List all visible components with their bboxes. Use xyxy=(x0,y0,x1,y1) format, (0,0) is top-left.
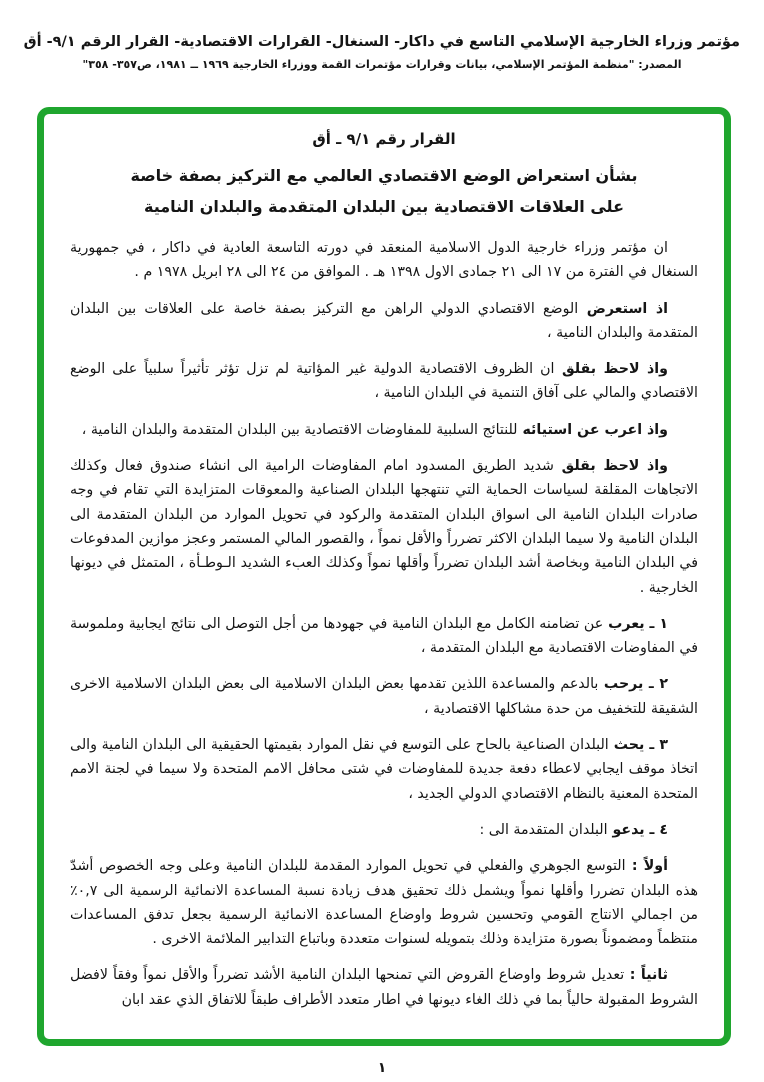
resolution-subtitle-line2: على العلاقات الاقتصادية بين البلدان المتقدمة والبلدان النامية xyxy=(143,197,625,216)
paragraph xyxy=(70,733,698,806)
paragraph xyxy=(70,963,698,1012)
paragraph-lead: ٢ ـ يرحب xyxy=(598,676,668,693)
paragraph-lead: ثانياً : xyxy=(624,967,669,984)
paragraph xyxy=(70,236,698,285)
resolution-subtitle xyxy=(70,160,698,222)
paragraph-text: للنتائج السلبية للمفاوضات الاقتصادية بين البلدان المتقدمة والبلدان النامية ، xyxy=(81,421,518,438)
paragraph-text: البلدان المتقدمة الى : xyxy=(479,821,608,838)
paragraph-lead: أولاً : xyxy=(625,858,668,875)
paragraph-text: البلدان الصناعية بالحاح على التوسع في نقل الموارد بقيمتها الحقيقية الى البلدان النامية والى اتخاذ موقف ايجابي لاعطاء دفعة جديدة للمفاوضات في شتى محافل الامم المتحدة ولا سيما في لجنة الامم المتحدة المعنية بالنظام الاقتصادي الدولي الجديد ، xyxy=(70,737,698,802)
resolution-number-title: القرار رقم ٩/١ ـ أق xyxy=(312,130,456,148)
paragraph xyxy=(70,418,698,442)
paragraph-lead: واذ لاحظ بقلق xyxy=(554,361,668,378)
paragraph-lead: واذ لاحظ بقلق xyxy=(553,458,668,475)
paragraph-text: ان الظروف الاقتصادية الدولية غير المؤاتية لم تزل تؤثر تأثيراً سلبياً على الوضع الاقتصادي والمالي على آفاق التنمية في البلدان النامية ، xyxy=(70,361,698,402)
paragraph xyxy=(70,454,698,600)
paragraph-text: بالدعم والمساعدة اللذين تقدمها بعض البلدان الاسلامية الى بعض البلدان الاسلامية الاخرى الشقيقة للتخفيف من حدة مشاكلها الاقتصادية ، xyxy=(70,676,698,717)
paragraph-text: تعديل شروط واوضاع القروض التي تمنحها البلدان النامية الأشد تضرراً والأقل نمواً وفقاً لافضل الشروط المقبولة حالياً بما في ذلك الغاء ديونها في اطار متعدد الأطراف طبقاً للاتفاق الذي عقد ابان xyxy=(70,967,698,1008)
paragraph-text: الوضع الاقتصادي الدولي الراهن مع التركيز بصفة خاصة على العلاقات بين البلدان المتقدمة والبلدان النامية ، xyxy=(70,300,698,341)
header-title: مؤتمر وزراء الخارجية الإسلامي التاسع في داكار- السنغال- القرارات الاقتصادية- القرار الرقم ٩/١- أق xyxy=(23,34,740,50)
paragraph-text: التوسع الجوهري والفعلي في تحويل الموارد المقدمة للبلدان النامية وعلى وجه الخصوص أشدّ هذه البلدان تضررا وأقلها نمواً ويشمل ذلك تحقيق هدف زيادة نسبة المساعدة الانمائية الرسمية الى ٠,٧٪ من اجمالي الانتاج القومي وتحسين شروط واوضاع المساعدة الانمائية الرسمية بجعل تدفق المساعدات منتظماً ومضموناً بصورة متزايدة وذلك بتمويله لسنوات متعددة وباتباع التدابير الملائمة الاخرى . xyxy=(70,858,698,948)
document-body xyxy=(70,236,698,1012)
paragraph-lead: ٣ ـ يحث xyxy=(608,737,668,754)
paragraph xyxy=(70,672,698,721)
page-number: ١ xyxy=(377,1060,387,1076)
header-source: المصدر: "منظمة المؤتمر الإسلامي، بيانات وقرارات مؤتمرات القمة ووزراء الخارجية ١٩٦٩ ــ ١٩٨١، ص٣٥٧- ٣٥٨" xyxy=(82,58,682,71)
page-header xyxy=(24,34,740,71)
paragraph-lead: اذ استعرض xyxy=(578,300,668,317)
paragraph xyxy=(70,357,698,406)
paragraph-text: ان مؤتمر وزراء خارجية الدول الاسلامية المنعقد في دورته التاسعة العادية في داكار ، في جمهورية السنغال في الفترة من ١٧ الى ٢١ جمادى الاول ١٣٩٨ هـ . الموافق من ٢٤ الى ٢٨ ابريل ١٩٧٨ م . xyxy=(70,240,698,281)
resolution-subtitle-line1: بشأن استعراض الوضع الاقتصادي العالمي مع التركيز بصفة خاصة xyxy=(130,166,638,185)
paragraph-lead: واذ اعرب عن استيائه xyxy=(517,421,668,438)
paragraph-text: عن تضامنه الكامل مع البلدان النامية في جهودها من أجل التوصل الى نتائج ايجابية وملموسة في المفاوضات الاقتصادية مع البلدان المتقدمة ، xyxy=(70,615,698,657)
paragraph-lead: ٤ ـ يدعو xyxy=(607,821,668,838)
paragraph xyxy=(70,612,698,661)
document-green-frame xyxy=(37,107,731,1046)
paragraph xyxy=(70,818,698,842)
paragraph-text: شديد الطريق المسدود امام المفاوضات الرامية الى انشاء صندوق فعال وكذلك الاتجاهات المقلقة لسياسات الحماية التي تنتهجها البلدان الصناعية والمعوقات المتزايدة التي تقام في وجه صادرات البلدان النامية الى اسواق البلدان المتقدمة والركود في تحويل الموارد من البلدان المتقدمة الى البلدان النامية ولا سيما البلدان الاكثر تضرراً والأقل نمواً ، والقصور المالي المستمر وعجز موازين المدفوعات في البلدان النامية وبخاصة أشد البلدان تضرراً وأقلها نمواً وكذلك العبء الشديد الـوطـأة ، المتمثل في ديونها الخارجية . xyxy=(69,458,698,596)
paragraph xyxy=(70,297,698,346)
paragraph-lead: ١ ـ يعرب xyxy=(603,615,668,632)
paragraph xyxy=(70,854,698,951)
